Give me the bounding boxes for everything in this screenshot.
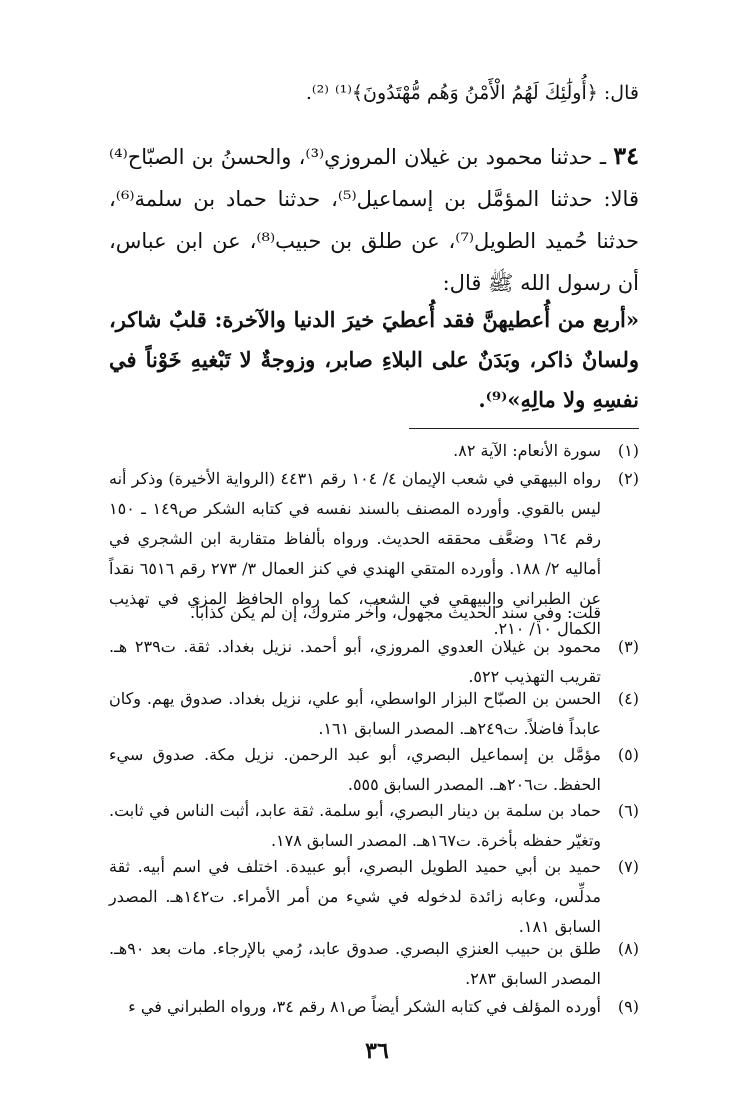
footnote-text: حميد بن أبي حميد الطويل البصري، أبو عبيدة. اختلف في اسم أبيه. ثقة مدلِّس، وعابه زائدة لدخوله في شيء من أمر الأمراء. ت١٤٢هـ. المصدر السابق ١٨١. [109, 857, 601, 936]
footnote-text: مؤمَّل بن إسماعيل البصري، أبو عبد الرحمن. نزيل مكة. صدوق سيء الحفظ. ت٢٠٦هـ. المصدر السابق ٥٥٥. [109, 745, 601, 794]
footnote-number: (٩) [617, 997, 639, 1016]
footnote-number: (٦) [617, 801, 639, 820]
footnote-text: طلق بن حبيب العنزي البصري. صدوق عابد، رُمي بالإرجاء. مات بعد ٩٠هـ. المصدر السابق ٢٨٣. [109, 939, 601, 988]
footnote-number: (١) [617, 441, 639, 460]
footnote-9 [109, 992, 639, 1022]
footnote-text: سورة الأنعام: الآية ٨٢. [453, 441, 601, 460]
hadith-matn: «أربع من أُعطيهنَّ فقد أُعطيَ خيرَ الدنيا والآخرة: قلبٌ شاكر، ولسانٌ ذاكر، وبَدَنٌ على البلاءِ صابر، وزوجةٌ لا تَبْغيهِ خَوْناً في نفسِهِ ولا مالِهِ»⁽⁹⁾. [109, 307, 639, 412]
footnote-text: محمود بن غيلان العدوي المروزي، أبو أحمد. نزيل بغداد. ثقة. ت٢٣٩ هـ. تقريب التهذيب ٥٢٢. [109, 637, 602, 686]
footnote-8 [109, 934, 639, 994]
footnote-3 [109, 632, 639, 692]
footnote-number: (٢) [617, 469, 639, 488]
footnote-number: (٤) [617, 689, 639, 708]
footnote-4 [109, 684, 639, 744]
footnote-1 [109, 436, 639, 466]
footnote-2-comment: قلت: وفي سند الحديث مجهول، وآخر متروك، إن لم يكن كذاباً. [189, 603, 601, 622]
verse-line: قال: ﴿أُولَٰئِكَ لَهُمُ الْأَمْنُ وَهُم مُّهْتَدُونَ﴾⁽¹⁾ ⁽²⁾. [305, 82, 639, 104]
hadith-isnad-text: ـ حدثنا محمود بن غيلان المروزي⁽³⁾، والحسنُ بن الصبّاح⁽⁴⁾ قالا: حدثنا المؤمَّل بن إسماعيل⁽⁵⁾، حدثنا حماد بن سلمة⁽⁶⁾، حدثنا حُميد الطويل⁽⁷⁾، عن طلق بن حبيب⁽⁸⁾، عن ابن عباس، أن رسول الله ﷺ قال: [109, 145, 639, 295]
footnote-text: أورده المؤلف في كتابه الشكر أيضاً ص٨١ رقم ٣٤، ورواه الطبراني في ء [128, 997, 601, 1016]
footnote-5 [109, 740, 639, 800]
footnote-number: (٧) [617, 857, 639, 876]
footnote-number: (٨) [617, 939, 639, 958]
hadith-number: ٣٤ [613, 141, 639, 170]
footnote-number: (٣) [617, 637, 639, 656]
footnote-text: حماد بن سلمة بن دينار البصري، أبو سلمة. ثقة عابد، أثبت الناس في ثابت. وتغيّر حفظه بأخرة. ت١٦٧هـ. المصدر السابق ١٧٨. [109, 801, 601, 850]
footnote-7 [109, 852, 639, 942]
page-number: ٣٦ [365, 1038, 389, 1064]
footnote-number: (٥) [617, 745, 639, 764]
footnote-divider [409, 428, 639, 429]
hadith-isnad [109, 135, 639, 304]
footnote-text: رواه البيهقي في شعب الإيمان ٤/ ١٠٤ رقم ٤٤٣١ (الرواية الأخيرة) وذكر أنه ليس بالقوي. وأورده المصنف بالسند نفسه في كتابه الشكر ص١٤٩ ـ ١٥٠ رقم ١٦٤ وضعَّف محققه الحديث. ورواه بألفاظ متقاربة ابن الشجري في أماليه ٢/ ١٨٨. وأورده المتقي الهندي في كنز العمال ٣/ ٢٧٣ رقم ٦٥١٦ نقداً عن الطبراني والبيهقي في الشعب، كما رواه الحافظ المزي في تهذيب الكمال ١٠/ ٢١٠. [109, 469, 602, 638]
footnote-text: الحسن بن الصبّاح البزار الواسطي، أبو علي، نزيل بغداد. صدوق يهم. وكان عابداً فاضلاً. ت٢٤٩هـ. المصدر السابق ١٦١. [109, 689, 602, 738]
footnote-6 [109, 796, 639, 856]
